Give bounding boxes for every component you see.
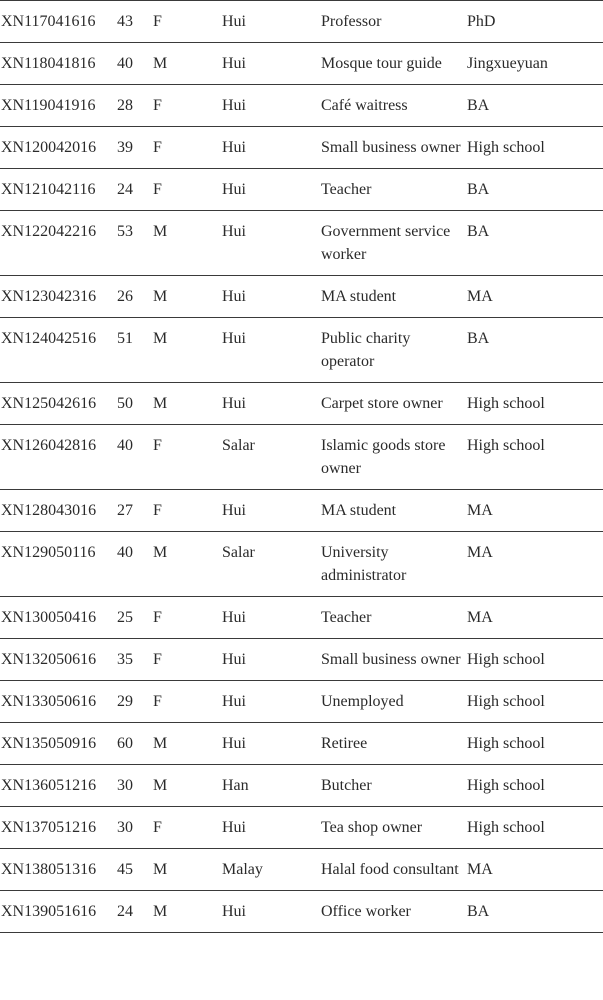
ethnicity-cell: Hui (222, 288, 246, 305)
age-cell: 43 (117, 13, 133, 30)
interviewee-id-cell: XN120042016 (1, 139, 97, 156)
sex-cell: M (153, 544, 168, 561)
education-cell: MA (467, 609, 493, 626)
education-cell: High school (467, 395, 545, 412)
age-cell: 40 (117, 544, 133, 561)
interviewee-id-cell: XN121042116 (1, 181, 96, 198)
occupation-cell: Tea shop owner (321, 819, 423, 836)
table-row (0, 490, 603, 532)
table-row (0, 276, 603, 318)
education-cell: High school (467, 651, 545, 668)
occupation-cell: Small business owner (321, 651, 461, 668)
age-cell: 51 (117, 330, 133, 347)
age-cell: 45 (117, 861, 133, 878)
interviewee-id-cell: XN118041816 (1, 55, 96, 72)
ethnicity-cell: Hui (222, 13, 246, 30)
education-cell: PhD (467, 13, 496, 30)
education-cell: BA (467, 223, 490, 240)
ethnicity-cell: Hui (222, 55, 246, 72)
ethnicity-cell: Hui (222, 903, 246, 920)
sex-cell: M (153, 903, 168, 920)
ethnicity-cell: Hui (222, 330, 246, 347)
table-row (0, 1, 603, 43)
ethnicity-cell: Hui (222, 819, 246, 836)
table-row (0, 849, 603, 891)
interviewee-id-cell: XN135050916 (1, 735, 97, 752)
occupation-cell: Office worker (321, 903, 411, 920)
ethnicity-cell: Malay (222, 861, 263, 878)
occupation-cell: Butcher (321, 777, 372, 794)
ethnicity-cell: Hui (222, 395, 246, 412)
table-row (0, 891, 603, 933)
ethnicity-cell: Hui (222, 139, 246, 156)
occupation-cell: Mosque tour guide (321, 55, 442, 72)
education-cell: MA (467, 502, 493, 519)
occupation-cell: Teacher (321, 181, 372, 198)
interviewee-id-cell: XN117041616 (1, 13, 96, 30)
table-row (0, 85, 603, 127)
table-row (0, 765, 603, 807)
table-row (0, 43, 603, 85)
education-cell: High school (467, 819, 545, 836)
sex-cell: M (153, 777, 168, 794)
table-row (0, 211, 603, 276)
table-row (0, 597, 603, 639)
sex-cell: F (153, 651, 162, 668)
occupation-cell: Teacher (321, 609, 372, 626)
education-cell: High school (467, 693, 545, 710)
sex-cell: M (153, 735, 168, 752)
interviewee-id-cell: XN124042516 (1, 330, 97, 347)
age-cell: 30 (117, 819, 133, 836)
interviewee-id-cell: XN138051316 (1, 861, 97, 878)
ethnicity-cell: Hui (222, 735, 246, 752)
interviewee-id-cell: XN123042316 (1, 288, 97, 305)
ethnicity-cell: Hui (222, 223, 246, 240)
table-row (0, 807, 603, 849)
education-cell: MA (467, 861, 493, 878)
age-cell: 26 (117, 288, 133, 305)
age-cell: 27 (117, 502, 133, 519)
interviewee-id-cell: XN136051216 (1, 777, 97, 794)
interviewee-table-body (0, 1, 603, 933)
age-cell: 60 (117, 735, 133, 752)
occupation-cell: Carpet store owner (321, 395, 443, 412)
age-cell: 40 (117, 437, 133, 454)
age-cell: 40 (117, 55, 133, 72)
interviewee-id-cell: XN139051616 (1, 903, 97, 920)
age-cell: 53 (117, 223, 133, 240)
ethnicity-cell: Hui (222, 502, 246, 519)
sex-cell: M (153, 330, 168, 347)
ethnicity-cell: Salar (222, 544, 255, 561)
education-cell: MA (467, 288, 493, 305)
sex-cell: F (153, 693, 162, 710)
age-cell: 39 (117, 139, 133, 156)
occupation-cell: University administrator (321, 544, 407, 584)
education-cell: BA (467, 330, 490, 347)
table-row (0, 383, 603, 425)
interviewee-id-cell: XN132050616 (1, 651, 97, 668)
occupation-cell: Islamic goods store owner (321, 437, 446, 477)
education-cell: Jingxueyuan (467, 55, 548, 72)
ethnicity-cell: Hui (222, 651, 246, 668)
table-row (0, 318, 603, 383)
occupation-cell: Unemployed (321, 693, 404, 710)
sex-cell: F (153, 437, 162, 454)
occupation-cell: Government service worker (321, 223, 451, 263)
table-row (0, 127, 603, 169)
sex-cell: F (153, 819, 162, 836)
sex-cell: M (153, 288, 168, 305)
occupation-cell: Small business owner (321, 139, 461, 156)
sex-cell: F (153, 181, 162, 198)
ethnicity-cell: Hui (222, 693, 246, 710)
sex-cell: F (153, 139, 162, 156)
sex-cell: F (153, 97, 162, 114)
occupation-cell: Public charity operator (321, 330, 411, 370)
table-row (0, 723, 603, 765)
interviewee-id-cell: XN130050416 (1, 609, 97, 626)
table-row (0, 681, 603, 723)
occupation-cell: MA student (321, 288, 397, 305)
education-cell: BA (467, 181, 490, 198)
sex-cell: M (153, 223, 168, 240)
age-cell: 28 (117, 97, 133, 114)
age-cell: 25 (117, 609, 133, 626)
education-cell: High school (467, 139, 545, 156)
education-cell: High school (467, 735, 545, 752)
ethnicity-cell: Hui (222, 609, 246, 626)
sex-cell: M (153, 55, 168, 72)
sex-cell: M (153, 395, 168, 412)
interviewee-id-cell: XN126042816 (1, 437, 97, 454)
age-cell: 35 (117, 651, 133, 668)
interviewee-id-cell: XN129050116 (1, 544, 96, 561)
sex-cell: F (153, 609, 162, 626)
education-cell: High school (467, 777, 545, 794)
interviewee-id-cell: XN119041916 (1, 97, 96, 114)
age-cell: 50 (117, 395, 133, 412)
sex-cell: F (153, 502, 162, 519)
interviewee-id-cell: XN137051216 (1, 819, 97, 836)
occupation-cell: Halal food consultant (321, 861, 459, 878)
age-cell: 29 (117, 693, 133, 710)
education-cell: BA (467, 903, 490, 920)
ethnicity-cell: Han (222, 777, 249, 794)
education-cell: MA (467, 544, 493, 561)
table-row (0, 532, 603, 597)
table-row (0, 639, 603, 681)
occupation-cell: Retiree (321, 735, 368, 752)
occupation-cell: Professor (321, 13, 382, 30)
sex-cell: F (153, 13, 162, 30)
education-cell: High school (467, 437, 545, 454)
table-row (0, 169, 603, 211)
ethnicity-cell: Salar (222, 437, 255, 454)
table-row (0, 425, 603, 490)
interviewee-id-cell: XN122042216 (1, 223, 97, 240)
interviewee-id-cell: XN125042616 (1, 395, 97, 412)
occupation-cell: MA student (321, 502, 397, 519)
interviewee-id-cell: XN133050616 (1, 693, 97, 710)
ethnicity-cell: Hui (222, 181, 246, 198)
age-cell: 24 (117, 181, 133, 198)
interviewee-id-cell: XN128043016 (1, 502, 97, 519)
age-cell: 30 (117, 777, 133, 794)
sex-cell: M (153, 861, 168, 878)
ethnicity-cell: Hui (222, 97, 246, 114)
occupation-cell: Café waitress (321, 97, 408, 114)
education-cell: BA (467, 97, 490, 114)
age-cell: 24 (117, 903, 133, 920)
